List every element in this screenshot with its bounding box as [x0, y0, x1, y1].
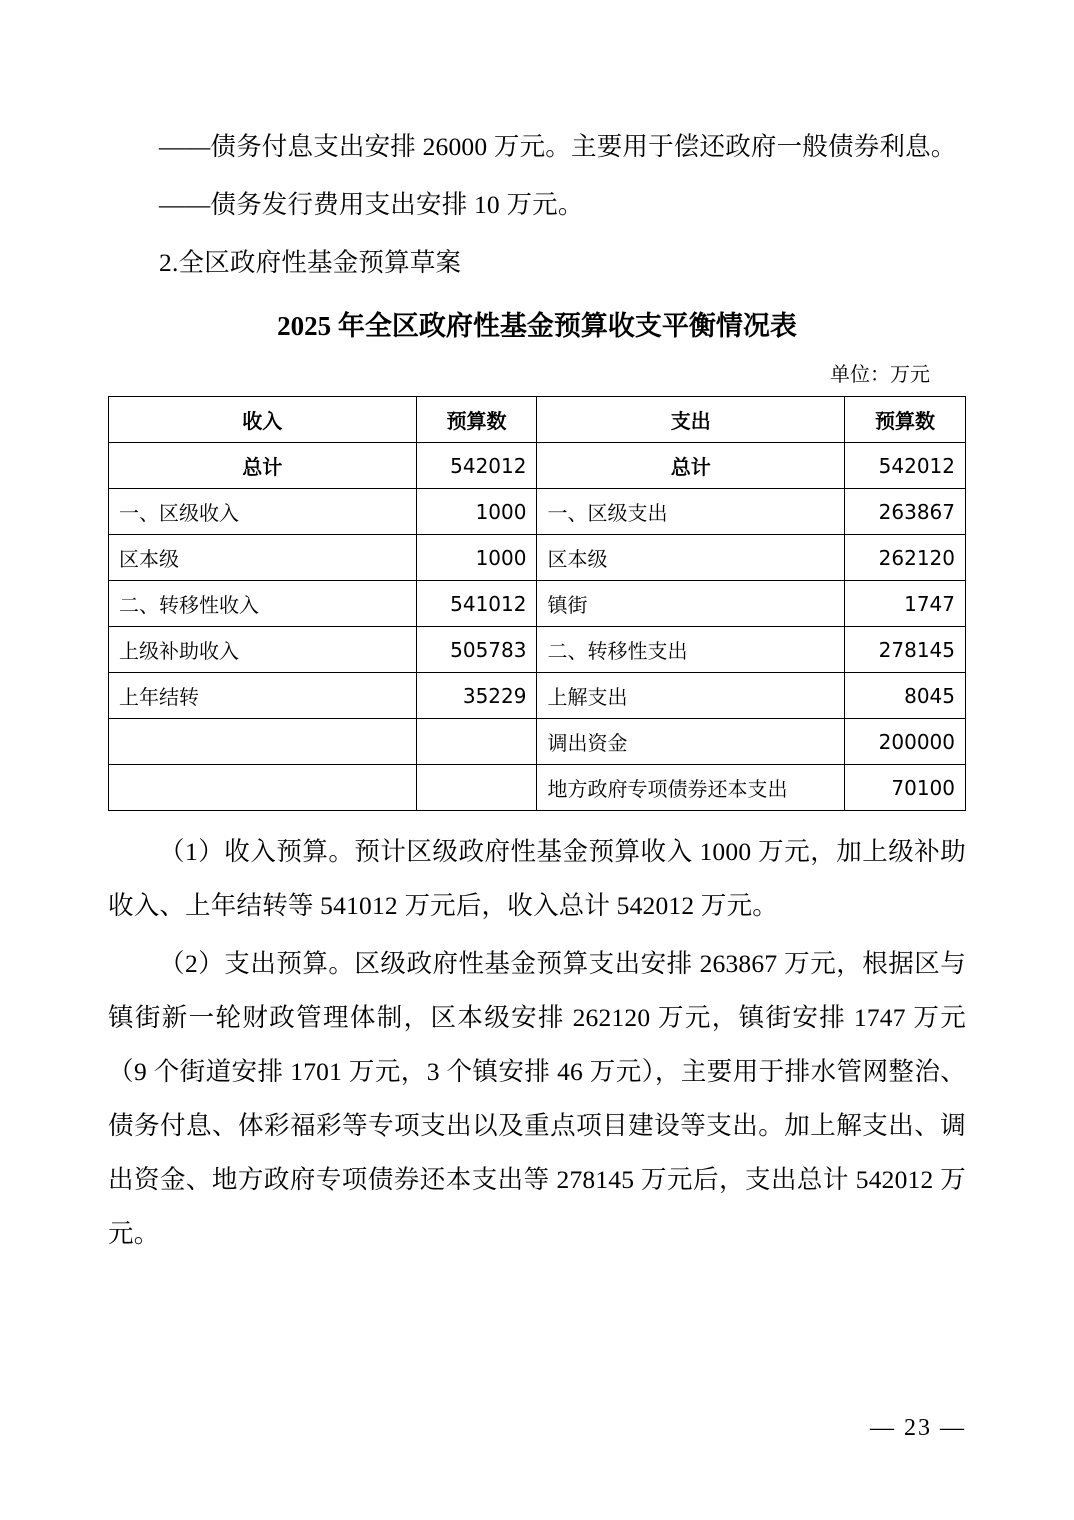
- cell-income-label: [109, 719, 417, 765]
- page-number: — 23 —: [870, 1415, 966, 1441]
- table-title: 2025 年全区政府性基金预算收支平衡情况表: [277, 311, 797, 341]
- cell-income-label: 一、区级收入: [109, 489, 417, 535]
- table-row: [109, 581, 966, 627]
- cell-income-value: 1000: [416, 489, 537, 535]
- column-header-expense: 支出: [537, 397, 845, 443]
- cell-expense-label: 总计: [537, 443, 845, 489]
- column-header-expense-budget: 预算数: [844, 397, 965, 443]
- cell-income-label: 上级补助收入: [109, 627, 417, 673]
- cell-income-value: [416, 765, 537, 811]
- cell-income-value: 35229: [416, 673, 537, 719]
- cell-expense-label: 区本级: [537, 535, 845, 581]
- paragraph-debt-interest: ——债务付息支出安排 26000 万元。主要用于偿还政府一般债券利息。: [159, 132, 957, 161]
- table-row: [109, 765, 966, 811]
- cell-income-value: 542012: [416, 443, 537, 489]
- cell-expense-value: 542012: [844, 443, 965, 489]
- cell-income-label: 二、转移性收入: [109, 581, 417, 627]
- cell-expense-label: 二、转移性支出: [537, 627, 845, 673]
- cell-expense-value: 70100: [844, 765, 965, 811]
- cell-income-label: 上年结转: [109, 673, 417, 719]
- cell-expense-label: 上解支出: [537, 673, 845, 719]
- column-header-income: 收入: [109, 397, 417, 443]
- cell-income-value: [416, 719, 537, 765]
- table-row: [109, 443, 966, 489]
- table-unit-note: 单位：万元: [830, 362, 930, 386]
- paragraph-debt-issue-fee: ——债务发行费用支出安排 10 万元。: [159, 190, 584, 219]
- column-header-income-budget: 预算数: [416, 397, 537, 443]
- table-row: [109, 719, 966, 765]
- fund-budget-table: [108, 396, 966, 811]
- cell-income-label: 区本级: [109, 535, 417, 581]
- cell-expense-value: 262120: [844, 535, 965, 581]
- cell-expense-value: 8045: [844, 673, 965, 719]
- cell-expense-label: 镇街: [537, 581, 845, 627]
- cell-expense-value: 263867: [844, 489, 965, 535]
- table-row: [109, 489, 966, 535]
- cell-expense-label: 调出资金: [537, 719, 845, 765]
- cell-income-label: [109, 765, 417, 811]
- paragraph-income-budget: （1）收入预算。预计区级政府性基金预算收入 1000 万元，加上级补助收入、上年结转等 541012 万元后，收入总计 542012 万元。: [108, 837, 966, 920]
- table-row: [109, 627, 966, 673]
- paragraph-expense-budget: （2）支出预算。区级政府性基金预算支出安排 263867 万元，根据区与镇街新一轮财政管理体制，区本级安排 262120 万元，镇街安排 1747 万元（9 个街道安排 1701 万元，3 个镇安排 46 万元），主要用于排水管网整治、债务付息、体彩福彩等专项支出以及重点项目建设等支出。加上解支出、调出资金、地方政府专项债券还本支出等 278145 万元后，支出总计 542012 万元。: [108, 949, 966, 1248]
- section-heading-fund-budget: 2.全区政府性基金预算草案: [159, 248, 462, 277]
- cell-income-value: 505783: [416, 627, 537, 673]
- cell-expense-label: 地方政府专项债券还本支出: [537, 765, 845, 811]
- cell-income-label: 总计: [109, 443, 417, 489]
- table-row: [109, 535, 966, 581]
- cell-expense-value: 200000: [844, 719, 965, 765]
- cell-expense-label: 一、区级支出: [537, 489, 845, 535]
- table-row: [109, 673, 966, 719]
- table-header-row: [109, 397, 966, 443]
- cell-income-value: 541012: [416, 581, 537, 627]
- cell-expense-value: 1747: [844, 581, 965, 627]
- cell-income-value: 1000: [416, 535, 537, 581]
- cell-expense-value: 278145: [844, 627, 965, 673]
